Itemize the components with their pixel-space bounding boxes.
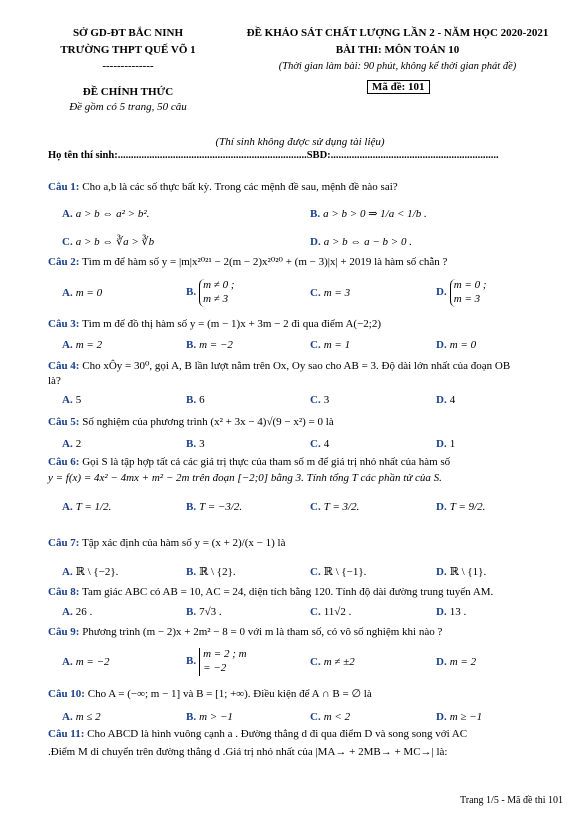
q6-option-a[interactable]: A. T = 1/2. — [62, 501, 112, 513]
q1-option-c[interactable]: C. a > b ⇔ ∛a > ∛b — [62, 236, 155, 248]
exam-code-box: Mã đề: 101 — [367, 80, 430, 94]
pages-note: Đề gồm có 5 trang, 50 câu — [69, 101, 187, 113]
q8-option-a[interactable]: A. 26 . — [62, 606, 93, 618]
q9-option-b[interactable]: B.m = 2 ; m = −2 — [186, 648, 251, 676]
q10-option-d[interactable]: D. m ≥ −1 — [436, 711, 483, 723]
exam-subject: BÀI THI: MÔN TOÁN 10 — [335, 44, 460, 56]
no-docs-note: (Thí sinh không được sử dụng tài liệu) — [215, 136, 385, 148]
q1-option-a[interactable]: A. a > b ⇔ a² > b². — [62, 208, 150, 220]
q2-option-d[interactable]: D.m = 0 ; m = 3 — [436, 279, 496, 307]
exam-title: ĐỀ KHẢO SÁT CHẤT LƯỢNG LẦN 2 - NĂM HỌC 2020-2021 — [246, 27, 549, 39]
page-footer: Trang 1/5 - Mã đề thi 101 — [460, 795, 563, 806]
q10-option-c[interactable]: C. m < 2 — [310, 711, 351, 723]
q2-option-b[interactable]: B.m ≠ 0 ; m ≠ 3 — [186, 279, 245, 307]
q7-option-b[interactable]: B. ℝ \ {2}. — [186, 566, 236, 578]
q3-option-a[interactable]: A. m = 2 — [62, 339, 103, 351]
q9-option-d[interactable]: D. m = 2 — [436, 656, 477, 668]
official-label: ĐỀ CHÍNH THỨC — [82, 86, 174, 98]
q5-option-a[interactable]: A. 2 — [62, 438, 82, 450]
question-1 — [48, 181, 548, 194]
question-2: Câu 2: Tìm m để hàm số y = |m|x²⁰²¹ − 2(m − 2)x²⁰²⁰ + (m − 3)|x| + 2019 là hàm số chẵn ? — [48, 256, 448, 268]
q9-option-a[interactable]: A. m = −2 — [62, 656, 110, 668]
q10-option-a[interactable]: A. m ≤ 2 — [62, 711, 101, 723]
question-10: Câu 10: Cho A = (−∞; m − 1] và B = [1; +∞). Điều kiện để A ∩ B = ∅ là — [48, 688, 372, 700]
question-5: Câu 5: Số nghiệm của phương trình (x² + 3x − 4)√(9 − x²) = 0 là — [48, 416, 334, 428]
q7-option-a[interactable]: A. ℝ \ {−2}. — [62, 566, 119, 578]
q10-option-b[interactable]: B. m > −1 — [186, 711, 233, 723]
q6-option-b[interactable]: B. T = −3/2. — [186, 501, 243, 513]
q4-option-c[interactable]: C. 3 — [310, 394, 330, 406]
q6-option-d[interactable]: D. T = 9/2. — [436, 501, 486, 513]
q5-option-b[interactable]: B. 3 — [186, 438, 205, 450]
q3-option-d[interactable]: D. m = 0 — [436, 339, 477, 351]
question-6-cont: y = f(x) = 4x² − 4mx + m² − 2m trên đoạn [−2;0] bằng 3. Tính tổng T các phần tử của S. — [48, 472, 442, 484]
q2-option-a[interactable]: A. m = 0 — [62, 287, 103, 299]
student-line: Họ tên thí sinh:........................................................................SBD:................................................................ — [48, 150, 499, 161]
q3-option-c[interactable]: C. m = 1 — [310, 339, 351, 351]
q8-option-b[interactable]: B. 7√3 . — [186, 606, 222, 618]
question-4: Câu 4: Cho xÔy = 30⁰, gọi A, B lần lượt nằm trên Ox, Oy sao cho AB = 3. Độ dài lớn nhất của đoạn OB — [48, 360, 511, 372]
q5-option-d[interactable]: D. 1 — [436, 438, 456, 450]
q4-option-a[interactable]: A. 5 — [62, 394, 82, 406]
question-7: Câu 7: Tập xác định của hàm số y = (x + 2)/(x − 1) là — [48, 537, 286, 549]
q7-option-d[interactable]: D. ℝ \ {1}. — [436, 566, 487, 578]
q8-option-d[interactable]: D. 13 . — [436, 606, 467, 618]
q4-option-b[interactable]: B. 6 — [186, 394, 205, 406]
q5-option-c[interactable]: C. 4 — [310, 438, 330, 450]
time-note: (Thời gian làm bài: 90 phút, không kể thời gian phát đề) — [278, 61, 517, 72]
exam-code — [367, 81, 430, 94]
dept-name: SỞ GD-ĐT BẮC NINH — [72, 27, 184, 39]
q4-option-d[interactable]: D. 4 — [436, 394, 456, 406]
q9-option-c[interactable]: C. m ≠ ±2 — [310, 656, 355, 668]
question-6: Câu 6: Gọi S là tập hợp tất cả các giá trị thực của tham số m để giá trị nhỏ nhất của hàm số — [48, 456, 451, 468]
q7-option-c[interactable]: C. ℝ \ {−1}. — [310, 566, 367, 578]
header-separator: -------------- — [102, 60, 154, 72]
question-9: Câu 9: Phương trình (m − 2)x + 2m² − 8 = 0 với m là tham số, có vô số nghiệm khi nào ? — [48, 626, 443, 638]
q1-option-d[interactable]: D. a > b ⇔ a − b > 0 . — [310, 236, 412, 248]
q8-option-c[interactable]: C. 11√2 . — [310, 606, 352, 618]
q1-option-b[interactable]: B. a > b > 0 ⇒ 1/a < 1/b . — [310, 208, 427, 220]
q3-option-b[interactable]: B. m = −2 — [186, 339, 233, 351]
school-name: TRƯỜNG THPT QUẾ VÕ 1 — [60, 44, 196, 56]
question-11-cont: .Điểm M di chuyển trên đường thẳng d .Giá trị nhỏ nhất của |MA→ + 2MB→ + MC→| là: — [48, 746, 448, 758]
q2-option-c[interactable]: C. m = 3 — [310, 287, 351, 299]
question-text: Cho a,b là các số thực bất kỳ. Trong các mệnh đề sau, mệnh đề nào sai? — [82, 181, 398, 193]
question-4-cont: là? — [48, 375, 61, 387]
question-label: Câu 1: — [48, 181, 80, 193]
q6-option-c[interactable]: C. T = 3/2. — [310, 501, 360, 513]
question-8: Câu 8: Tam giác ABC có AB = 10, AC = 24, diện tích bằng 120. Tính độ dài đường trung tuyến AM. — [48, 586, 494, 598]
question-11: Câu 11: Cho ABCD là hình vuông cạnh a . Đường thẳng d đi qua điểm D và song song với AC — [48, 728, 468, 740]
question-3: Câu 3: Tìm m để đồ thị hàm số y = (m − 1)x + 3m − 2 đi qua điểm A(−2;2) — [48, 318, 382, 330]
